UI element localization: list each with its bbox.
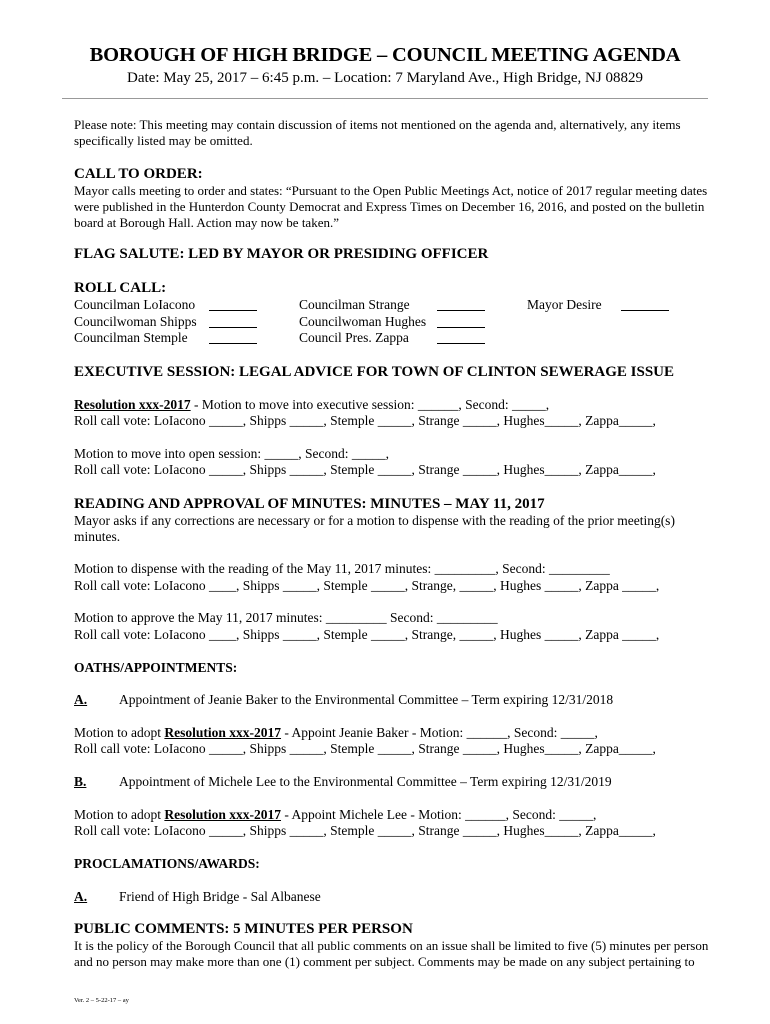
call-to-order-line-2: were published in the Hunterdon County Democrat and Express Times on December 16, 2016, and posted on the bulletin: [74, 199, 705, 214]
version-footer: Ver. 2 – 5-22-17 – ay: [74, 997, 129, 1004]
minutes-line-2: minutes.: [74, 529, 121, 544]
roll-call-vote-line: Roll call vote: LoIacono ____, Shipps _____, Stemple _____, Strange, _____, Hughes _____, Zappa _____,: [74, 578, 660, 593]
minutes-line-1: Mayor asks if any corrections are necessary or for a motion to dispense with the reading of the prior meeting(s): [74, 513, 675, 528]
roll-call-heading: ROLL CALL:: [74, 280, 167, 296]
note-line-1: Please note: This meeting may contain discussion of items not mentioned on the agenda and, alternatively, any items: [74, 117, 681, 132]
resolution-label: Resolution xxx-2017: [164, 725, 282, 740]
item-letter: A.: [74, 889, 88, 904]
proclamation-a: Friend of High Bridge - Sal Albanese: [119, 889, 321, 904]
roll-call-member: Councilwoman Shipps: [74, 314, 197, 329]
roll-call-member: Councilwoman Hughes: [299, 314, 427, 329]
roll-call-vote-line: Roll call vote: LoIacono _____, Shipps _____, Stemple _____, Strange _____, Hughes_____, Zappa_____,: [74, 823, 656, 838]
roll-call-blank: [209, 298, 257, 311]
roll-call-blank: [209, 315, 257, 328]
item-letter: B.: [74, 774, 87, 789]
roll-call-vote-line: Roll call vote: LoIacono _____, Shipps _____, Stemple _____, Strange _____, Hughes_____, Zappa_____,: [74, 413, 656, 428]
oaths-heading: OATHS/APPOINTMENTS:: [74, 660, 238, 675]
executive-session-motion: Resolution xxx-2017 - Motion to move into executive session: ______, Second: _____,: [74, 397, 550, 412]
roll-call-blank: [437, 315, 485, 328]
roll-call-member: Councilman LoIacono: [74, 297, 196, 312]
roll-call-blank: [209, 331, 257, 344]
dispense-motion: Motion to dispense with the reading of the May 11, 2017 minutes: _________, Second: _________: [74, 561, 610, 576]
public-comments-heading: PUBLIC COMMENTS: 5 MINUTES PER PERSON: [74, 921, 413, 937]
appointment-b: Appointment of Michele Lee to the Environmental Committee – Term expiring 12/31/2019: [119, 774, 612, 789]
flag-salute-heading: FLAG SALUTE: LED BY MAYOR OR PRESIDING OFFICER: [74, 246, 489, 262]
appointment-a-motion: Motion to adopt Resolution xxx-2017 - Appoint Jeanie Baker - Motion: ______, Second: _____,: [74, 725, 598, 740]
call-to-order-line-1: Mayor calls meeting to order and states: “Pursuant to the Open Public Meetings Act, notice of 2017 regular meeting dates: [74, 183, 708, 198]
executive-session-heading: EXECUTIVE SESSION: LEGAL ADVICE FOR TOWN OF CLINTON SEWERAGE ISSUE: [74, 364, 675, 380]
header-divider: [62, 98, 708, 99]
roll-call-blank: [437, 331, 485, 344]
public-comments-line-1: It is the policy of the Borough Council that all public comments on an issue shall be limited to five (5) minutes per person: [74, 938, 709, 953]
approve-motion: Motion to approve the May 11, 2017 minutes: _________ Second: _________: [74, 610, 498, 625]
meeting-details: Date: May 25, 2017 – 6:45 p.m. – Location: 7 Maryland Ave., High Bridge, NJ 08829: [127, 70, 643, 86]
roll-call-member: Mayor Desire: [527, 297, 602, 312]
appointment-b-motion: Motion to adopt Resolution xxx-2017 - Appoint Michele Lee - Motion: ______, Second: _____,: [74, 807, 597, 822]
roll-call-vote-line: Roll call vote: LoIacono _____, Shipps _____, Stemple _____, Strange _____, Hughes_____, Zappa_____,: [74, 462, 656, 477]
roll-call-member: Councilman Stemple: [74, 330, 188, 345]
call-to-order-heading: CALL TO ORDER:: [74, 166, 203, 182]
roll-call-vote-line: Roll call vote: LoIacono _____, Shipps _____, Stemple _____, Strange _____, Hughes_____, Zappa_____,: [74, 741, 656, 756]
page-title: BOROUGH OF HIGH BRIDGE – COUNCIL MEETING AGENDA: [89, 44, 681, 66]
roll-call-blank: [621, 298, 669, 311]
item-letter: A.: [74, 692, 88, 707]
roll-call-member: Council Pres. Zappa: [299, 330, 409, 345]
public-comments-line-2: and no person may make more than one (1) comment per subject. Comments may be made on any subject pertaining to: [74, 954, 695, 969]
open-session-motion: Motion to move into open session: _____, Second: _____,: [74, 446, 389, 461]
resolution-label: Resolution xxx-2017: [74, 397, 191, 412]
minutes-heading: READING AND APPROVAL OF MINUTES: MINUTES – MAY 11, 2017: [74, 496, 545, 512]
roll-call-vote-line: Roll call vote: LoIacono ____, Shipps _____, Stemple _____, Strange, _____, Hughes _____, Zappa _____,: [74, 627, 660, 642]
roll-call-blank: [437, 298, 485, 311]
note-line-2: specifically listed may be omitted.: [74, 133, 253, 148]
resolution-label: Resolution xxx-2017: [164, 807, 282, 822]
roll-call-member: Councilman Strange: [299, 297, 410, 312]
proclamations-heading: PROCLAMATIONS/AWARDS:: [74, 856, 260, 871]
call-to-order-line-3: board at Borough Hall. Action may now be taken.”: [74, 215, 339, 230]
appointment-a: Appointment of Jeanie Baker to the Environmental Committee – Term expiring 12/31/2018: [119, 692, 614, 707]
